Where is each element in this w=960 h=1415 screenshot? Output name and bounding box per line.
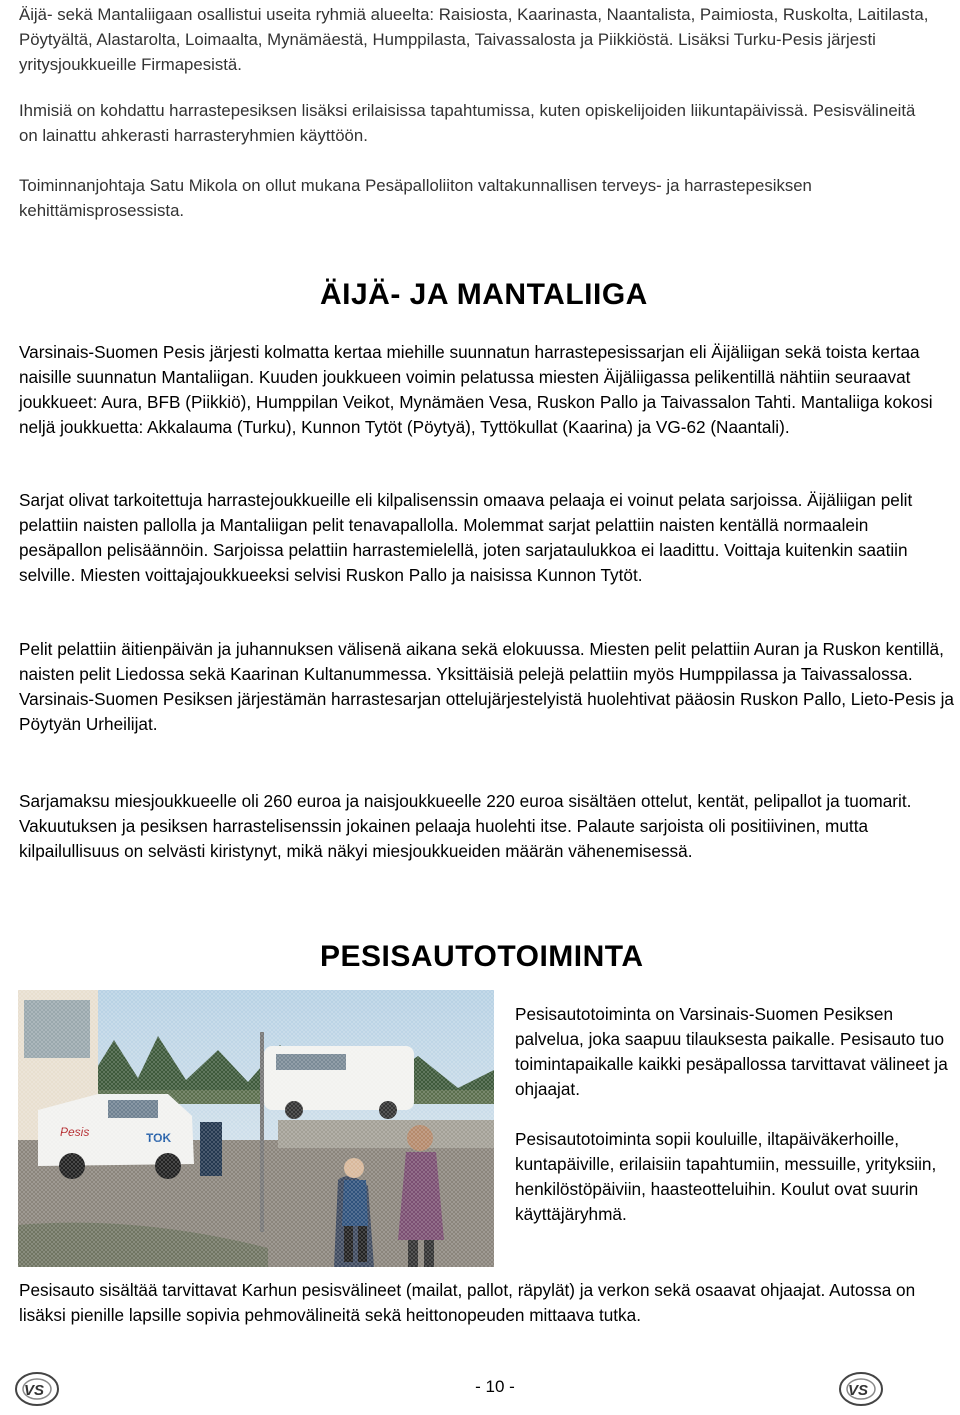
vs-logo-left xyxy=(14,1370,60,1408)
section1-paragraph-4: Sarjamaksu miesjoukkueelle oli 260 euroa ja naisjoukkueelle 220 euroa sisältäen ottelut, kentät, pelipallot ja tuomarit. Vakuutuksen ja pesiksen harrastelisenssin jokainen pelaaja huolehti itse. Palaute sarjoista oli positiivinen, mutta kilpailullisuus on selvästi kiristynyt, mikä näkyi miesjoukkueiden määrän vähenemisessä. xyxy=(19,791,912,861)
vs-logo-right-text: VS xyxy=(848,1382,869,1399)
intro-paragraph-1: Äijä- sekä Mantaliigaan osallistui useita ryhmiä alueelta: Raisiosta, Kaarinasta, Naantalista, Paimiosta, Ruskolta, Laitilasta, Pöytyältä, Alastarolta, Loimaalta, Mynämäestä, Humppilasta, Taivassalosta ja Piikkiöstä. Lisäksi Turku-Pesis järjesti yritysjoukkueille Firmapesistä. xyxy=(19,5,929,74)
pesisauto-paragraph: Pesisauto sisältää tarvittavat Karhun pesisvälineet (mailat, pallot, räpylät) ja verkon sekä osaavat ohjaajat. Autossa on lisäksi pienille lapsille sopivia pehmovälineitä sekä heittonopeuden mittaava tutka. xyxy=(19,1280,916,1325)
intro-paragraph-2: Ihmisiä on kohdattu harrastepesiksen lisäksi erilaisissa tapahtumissa, kuten opiskelijoiden liikuntapäivissä. Pesisvälineitä on lainattu ahkerasti harrasteryhmien käyttöön. xyxy=(19,101,916,145)
section1-paragraph-3: Pelit pelattiin äitienpäivän ja juhannuksen välisenä aikana sekä elokuussa. Miesten pelit pelattiin Auran ja Ruskon kentillä, naisten pelit Liedossa sekä Kaarinan Kultanummessa. Yksittäisiä pelejä pelattiin myös Humppilassa ja Taivassalossa. Varsinais-Suomen Pesiksen järjestämän harrastesarjan ottelujärjestelyistä huolehtivat pääosin Ruskon Pallo, Lieto-Pesis ja Pöytyän Urheilijat. xyxy=(19,639,954,734)
pesisauto-side-paragraph-2: Pesisautotoiminta sopii kouluille, iltapäiväkerhoille, kuntapäiville, erilaisiin tapahtumiin, messuille, yrityksiin, henkilöstöpäiviin, haasteotteluihin. Koulut ovat suurin käyttäjäryhmä. xyxy=(515,1129,937,1224)
intro-paragraph-3: Toiminnanjohtaja Satu Mikola on ollut mukana Pesäpalloliiton valtakunnallisen terveys- ja harrastepesiksen kehittämisprosessista. xyxy=(19,176,812,220)
page-number: - 10 - xyxy=(475,1377,515,1396)
vs-logo-right xyxy=(838,1370,884,1408)
pesisauto-side-paragraph-1: Pesisautotoiminta on Varsinais-Suomen Pesiksen palvelua, joka saapuu tilauksesta paikalle. Pesisauto tuo toimintapaikalle kaikki pesäpallossa tarvittavat välineet ja ohjaajat. xyxy=(515,1004,948,1099)
vs-logo-left-text: VS xyxy=(24,1382,45,1399)
section1-paragraph-1: Varsinais-Suomen Pesis järjesti kolmatta kertaa miehille suunnatun harrastepesissarjan eli Äijäliigan sekä toista kertaa naisille suunnatun Mantaliigan. Kuuden joukkueen voimin pelatussa miesten Äijäliigassa pelikentillä nähtiin seuraavat joukkueet: Aura, BFB (Piikkiö), Humppilan Veikot, Mynämäen Vesa, Ruskon Pallo ja Taivassalon Tahti. Mantaliiga kokosi neljä joukkuetta: Akkalauma (Turku), Kunnon Tytöt (Pöytyä), Tyttökullat (Kaarina) ja VG-62 (Naantali). xyxy=(19,342,933,437)
section-heading-aija-mantaliiga: ÄIJÄ- JA MANTALIIGA xyxy=(320,278,648,311)
pesisauto-photo xyxy=(18,990,494,1267)
section-heading-pesisautotoiminta: PESISAUTOTOIMINTA xyxy=(320,940,644,973)
section1-paragraph-2: Sarjat olivat tarkoitettuja harrastejoukkueille eli kilpalisenssin omaava pelaaja ei voinut pelata sarjoissa. Äijäliigan pelit pelattiin naisten pallolla ja Mantaliigan pelit tenavapallolla. Molemmat sarjat pelattiin naisten kentällä normaalein pesäpallon pelisäännöin. Sarjoissa pelattiin harrastemielellä, joten sarjataulukkoa ei laadittu. Voittaja kuitenkin saatiin selville. Miesten voittajajoukkueeksi selvisi Ruskon Pallo ja naisissa Kunnon Tytöt. xyxy=(19,490,913,585)
